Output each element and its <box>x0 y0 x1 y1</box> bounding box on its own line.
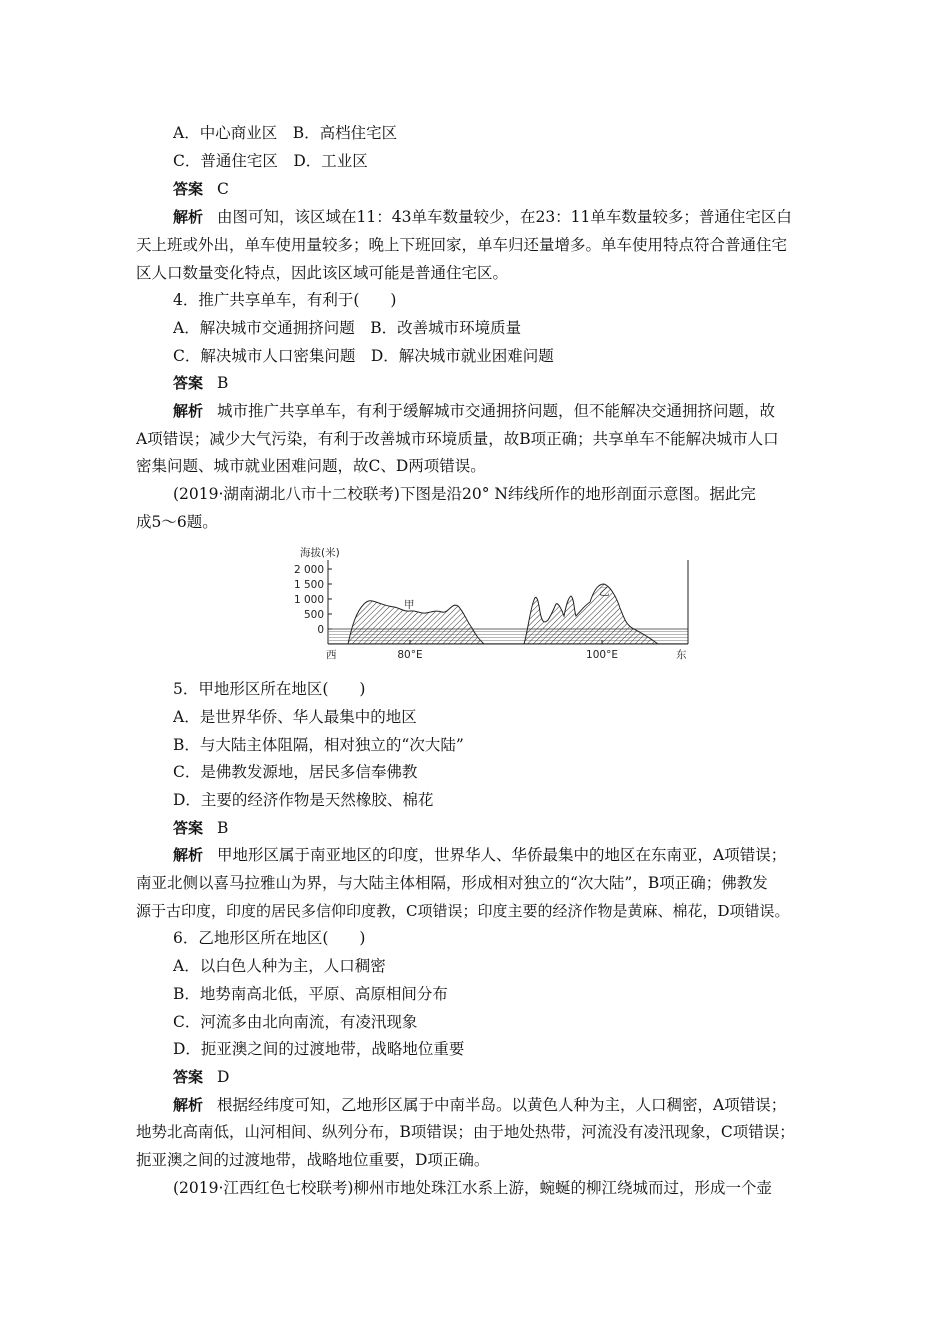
q5-option-c: C．是佛教发源地，居民多信奉佛教 <box>173 763 418 781</box>
terrain-jia <box>348 601 484 644</box>
q6-answer <box>173 1067 853 1087</box>
q6-stem: 6．乙地形区所在地区( ) <box>173 929 366 947</box>
q4-options-cd: C．解决城市人口密集问题 D．解决城市就业困难问题 <box>173 347 554 365</box>
q6-option-c: C．河流多由北向南流，有凌汛现象 <box>173 1013 418 1031</box>
y-tick-label: 500 <box>303 609 324 621</box>
q6-analysis-line <box>173 1095 853 1115</box>
answer-label: 答案 <box>173 1068 204 1086</box>
q3-options-ab: A．中心商业区 B．高档住宅区 <box>173 124 398 142</box>
q3-options-cd: C．普通住宅区 D．工业区 <box>173 152 368 170</box>
q4-stem: 4．推广共享单车，有利于( ) <box>173 291 397 309</box>
q5-analysis-line: 南亚北侧以喜马拉雅山为界，与大陆主体相隔，形成相对独立的“次大陆”，B项正确；佛教发 <box>136 874 768 892</box>
q5-stem: 5．甲地形区所在地区( ) <box>173 680 366 698</box>
analysis-label: 解析 <box>173 1096 204 1114</box>
answer-label: 答案 <box>173 819 204 837</box>
q3-analysis-line <box>173 207 853 227</box>
terrain-profile-figure <box>286 540 698 668</box>
q5-option-b: B．与大陆主体阻隔，相对独立的“次大陆” <box>173 736 464 754</box>
q4-answer <box>173 373 853 393</box>
q5-answer <box>173 818 853 838</box>
q6-analysis-line: 地势北高南低，山河相间、纵列分布，B项错误；由于地处热带，河流没有凌汛现象，C项错误； <box>136 1123 795 1141</box>
q4-options-ab: A．解决城市交通拥挤问题 B．改善城市环境质量 <box>173 319 522 337</box>
east-label: 东 <box>676 649 687 661</box>
analysis-text: 由图可知，该区域在11：43单车数量较少，在23：11单车数量较多；普通住宅区白 <box>217 208 792 226</box>
y-axis-label: 海拔(米) <box>300 547 340 559</box>
x-tick-label-80E: 80°E <box>397 649 423 661</box>
q5-analysis-line <box>173 845 853 865</box>
q4-analysis-line <box>173 401 853 421</box>
answer-value: D <box>217 1068 230 1086</box>
label-jia: 甲 <box>404 599 415 611</box>
intro-5-6-line: (2019·湖南湖北八市十二校联考)下图是沿20° N纬线所作的地形剖面示意图。据此完 <box>173 485 756 503</box>
q3-analysis-line: 天上班或外出，单车使用量较多；晚上下班回家，单车归还量增多。单车使用特点符合普通住宅 <box>136 236 788 254</box>
q6-option-d: D．扼亚澳之间的过渡地带，战略地位重要 <box>173 1040 465 1058</box>
analysis-text: 甲地形区属于南亚地区的印度，世界华人、华侨最集中的地区在东南亚，A项错误； <box>217 846 787 864</box>
terrain-yi <box>524 584 658 644</box>
answer-value: B <box>217 374 229 392</box>
x-tick-label-100E: 100°E <box>586 649 618 661</box>
label-yi: 乙 <box>599 586 610 598</box>
west-label: 西 <box>326 649 337 661</box>
q3-analysis-line: 区人口数量变化特点，因此该区域可能是普通住宅区。 <box>136 264 509 282</box>
q6-option-a: A．以白色人种为主，人口稠密 <box>173 957 386 975</box>
analysis-text: 城市推广共享单车，有利于缓解城市交通拥挤问题，但不能解决交通拥挤问题，故 <box>217 402 776 420</box>
analysis-label: 解析 <box>173 208 204 226</box>
analysis-label: 解析 <box>173 846 204 864</box>
analysis-label: 解析 <box>173 402 204 420</box>
intro-next-line: (2019·江西红色七校联考)柳州市地处珠江水系上游，蜿蜒的柳江绕城而过，形成一个壶 <box>173 1179 772 1197</box>
q5-analysis-line: 源于古印度，印度的居民多信仰印度教，C项错误；印度主要的经济作物是黄麻、棉花，D项错误。 <box>136 902 790 920</box>
answer-label: 答案 <box>173 374 204 392</box>
answer-label: 答案 <box>173 180 204 198</box>
answer-value: B <box>217 819 229 837</box>
y-tick-label: 2 000 <box>293 564 324 576</box>
q6-analysis-line: 扼亚澳之间的过渡地带，战略地位重要，D项正确。 <box>136 1151 490 1169</box>
q5-option-d: D．主要的经济作物是天然橡胶、棉花 <box>173 791 434 809</box>
answer-value: C <box>217 180 229 198</box>
q4-analysis-line: 密集问题、城市就业困难问题，故C、D两项错误。 <box>136 457 486 475</box>
y-tick-label: 0 <box>317 624 324 636</box>
y-tick-label: 1 000 <box>293 594 324 606</box>
intro-5-6-line: 成5～6题。 <box>136 513 218 531</box>
q3-answer <box>173 179 853 199</box>
q6-option-b: B．地势南高北低，平原、高原相间分布 <box>173 985 448 1003</box>
analysis-text: 根据经纬度可知，乙地形区属于中南半岛。以黄色人种为主，人口稠密，A项错误； <box>217 1096 787 1114</box>
y-tick-label: 1 500 <box>293 579 324 591</box>
q5-option-a: A．是世界华侨、华人最集中的地区 <box>173 708 417 726</box>
q4-analysis-line: A项错误；减少大气污染，有利于改善城市环境质量，故B项正确；共享单车不能解决城市人口 <box>136 430 779 448</box>
